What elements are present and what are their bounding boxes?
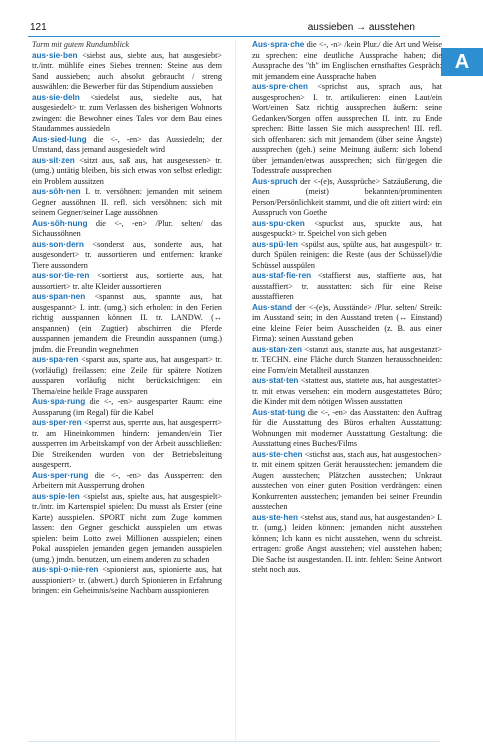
dictionary-entry — [32, 187, 222, 219]
left-column — [32, 40, 222, 740]
entry-headword[interactable]: aus·spu·cken — [252, 218, 305, 228]
entry-headword[interactable]: aus·sor·tie·ren — [32, 271, 90, 280]
dictionary-entry — [252, 376, 442, 408]
dictionary-entry — [252, 303, 442, 345]
dictionary-entry — [32, 471, 222, 492]
entry-definition: <spülst aus, spülte aus, hat ausgespült> tr. durch Spülen reinigen: die Reste (aus der Schüssel)/die Schüssel ausspülen — [252, 239, 442, 270]
entry-headword[interactable]: aus·stan·zen — [252, 344, 303, 354]
entry-headword[interactable]: aus·span·nen — [32, 292, 86, 301]
entry-definition: <sortierst aus, sortierte aus, hat aussortiert> tr. alte Kleider aussortieren — [32, 271, 222, 291]
entry-definition: <spuckst aus, spuckte aus, hat ausgespuckt> tr. Speichel von sich geben — [252, 218, 442, 238]
entry-definition: der <-(e)s, Aussprüche> Satzäußerung, die einen (meist) bekannten/prominenten Person/Persönlichkeit stammt, und die oft zitiert wird: ein Ausspruch von Goethe — [252, 176, 442, 217]
entry-headword[interactable]: aus·söh·nen — [32, 187, 81, 196]
entry-definition: <spannst aus, spannte aus, hat ausgespannt> I. intr. (umg.) sich erholen: in den Ferien richtig ausspannen können II. tr. LANDW. (↔ anspannen) (ein Zugtier) abschirren die Pferde ausspannen jemandem die Freundin ausspannen (umg.) jmdm. die Freundin wegnehmen — [32, 292, 222, 354]
entry-definition: <sprichst aus, sprach aus, hat ausgesprochen> I. tr. artikulieren: einen Laut/ein Wort/einen Satz richtig aussprechen äußern: seine Gedanken/Sorgen offen aussprechen II. intr. zu Ende sprechen: Bitte lassen Sie mich aussprechen! III. refl. sich offenbaren: sich mit jemandem (über seine Ängste) aussprechen (geh.) seine Meinung äußern: sich lobend über jemanden/etwas aussprechen; sich für/gegen die Todesstrafe aussprechen — [252, 82, 442, 175]
dictionary-entry — [252, 408, 442, 450]
entry-headword[interactable]: aus·spie·len — [32, 491, 80, 501]
entry-headword[interactable]: Aus·stat·tung — [252, 407, 306, 417]
entry-headword[interactable]: aus·sie·ben — [32, 50, 78, 60]
dictionary-entry — [32, 135, 222, 156]
letter-tab[interactable]: A — [441, 48, 483, 76]
entry-headword[interactable]: Aus·spra·che — [252, 40, 305, 49]
entry-definition: die <-, -en> das Aussperren: den Arbeitern mit Aussperrung drohen — [32, 470, 222, 490]
entry-headword[interactable]: Aus·sied·lung — [32, 134, 87, 144]
entry-headword[interactable]: aus·spa·ren — [32, 355, 79, 364]
dictionary-entry — [252, 177, 442, 219]
entry-headword[interactable]: Aus·sper·rung — [32, 470, 89, 480]
entry-headword[interactable]: aus·staf·fie·ren — [252, 271, 312, 280]
dictionary-entry — [252, 450, 442, 513]
entry-headword[interactable]: aus·son·dern — [32, 239, 84, 249]
dictionary-entry — [32, 418, 222, 471]
dictionary-entry — [32, 492, 222, 566]
dictionary-entry — [252, 240, 442, 272]
dictionary-entry — [32, 40, 222, 51]
column-divider — [235, 40, 236, 740]
entry-definition: die <-, -en> /Plur. selten/ das Sichaussöhnen — [32, 218, 222, 238]
dictionary-entry — [32, 240, 222, 272]
entry-definition: die <-, -en> das Aussiedeln; der Umstand, dass jemand ausgesiedelt wird — [32, 134, 222, 154]
entry-definition: <stehst aus, stand aus, hat ausgestanden> I. tr. (umg.) leiden können: jemanden nicht ausstehen können; Ich kann es nicht ausstehen, wenn du schreist. ertragen: große Angst ausstehen; viel ausstehen haben; Die Sache ist ausgestanden. II. intr. fehlen: Seine Antwort steht noch aus. — [252, 512, 442, 574]
entry-definition: die <-, -en> ausgesparter Raum: eine Aussparung (im Regal) für die Kabel — [32, 397, 222, 417]
entry-headword[interactable]: Aus·spa·rung — [32, 397, 86, 406]
entry-headword[interactable]: aus·spi·o·nie·ren — [32, 565, 99, 574]
page-header — [0, 0, 483, 36]
dictionary-entry — [32, 397, 222, 418]
entry-headword[interactable]: aus·ste·hen — [252, 512, 298, 522]
entry-definition: <sonderst aus, sonderte aus, hat ausgesondert> tr. aussortieren und entfernen: kranke Tiere aussondern — [32, 239, 222, 270]
entry-definition: die <-, -en> das Ausstatten: den Auftrag für die Ausstattung des Büros erhalten Ausstattung: Wohnungen mit moderner Ausstattung Gestaltung: die Ausstattung eines Buches/Films — [252, 407, 442, 448]
dictionary-entry — [32, 219, 222, 240]
footer-rule — [28, 741, 440, 742]
dictionary-entry — [252, 40, 442, 82]
header-rule — [28, 36, 440, 37]
entry-headword[interactable]: Aus·söh·nung — [32, 218, 88, 228]
entry-headword[interactable]: aus·stat·ten — [252, 376, 299, 385]
dictionary-entry — [32, 156, 222, 188]
page-number: 121 — [30, 22, 47, 33]
entry-definition: die <-, -n> /kein Plur./ die Art und Weise zu sprechen: eine deutliche Aussprache haben; die Aussprache des "th" im Englischen ernsthaftes Gespräch: mit jemandem eine Aussprache haben — [252, 40, 442, 81]
dictionary-entry — [252, 513, 442, 576]
entry-headword[interactable]: aus·sie·deln — [32, 92, 80, 102]
entry-definition: <spionierst aus, spionierte aus, hat ausspioniert> tr. (abwert.) durch Spionieren in Erfahrung bringen: ein Geheimnis/seine Nachbarn ausspionieren — [32, 565, 222, 595]
entry-headword[interactable]: Aus·stand — [252, 302, 293, 312]
entry-headword[interactable]: Aus·spruch — [252, 176, 298, 186]
entry-headword[interactable]: aus·spü·len — [252, 239, 298, 249]
dictionary-entry — [32, 565, 222, 597]
entry-definition: I. tr. versöhnen: jemanden mit seinem Gegner aussöhnen II. refl. sich versöhnen: sich mit seinem Gegner/seiner Lage aussöhnen — [32, 187, 222, 217]
entry-definition: <staffierst aus, staffierte aus, hat ausstaffiert> tr. ausstatten: sich für eine Reise ausstaffieren — [252, 271, 442, 301]
dictionary-entry — [252, 345, 442, 377]
dictionary-entry — [252, 219, 442, 240]
entry-definition: Turm mit gutem Rundumblick — [32, 40, 130, 49]
entry-definition: <spielst aus, spielte aus, hat ausgespielt> tr./intr. im Kartenspiel spielen: Du musst als Erster (eine Karte) ausspielen. SPORT nicht zum Zuge kommen lassen: den Gegner geschickt ausspielen um etwas spielen: beim Lotto zwei Millionen ausspielen; einen Pokal ausspielen jemanden gegen jemanden ausspielen (umg.) jmdn. benutzen, um einem anderen zu schaden — [32, 491, 222, 564]
entry-headword[interactable]: aus·spre·chen — [252, 82, 308, 91]
entry-definition: der <-(e)s, Ausstände> /Plur. selten/ Streik: im Ausstand sein; in den Ausstand treten (↔ Einstand) eine kleine Feier beim Ausscheiden (z. B. aus einer Firma): seinen Ausstand geben — [252, 302, 442, 343]
entry-headword[interactable]: aus·sit·zen — [32, 155, 75, 165]
entry-definition: <stichst aus, stach aus, hat ausgestochen> tr. mit einem spitzen Gerät herausstechen: jemandem die Augen ausstechen; Plätzchen ausstechen; Unkraut ausstechen von einer guten Position verdrängen: einen Konkurrenten ausstechen; jemanden bei seiner Freundin ausstechen — [252, 449, 442, 511]
entry-definition: <siebst aus, siebte aus, hat ausgesiebt> tr./intr. mühlife eines Siebes trennen: Steine aus dem Sand aussieben; auch absolut gebraucht / streng auswählen: die Bewerber für das Stipendium aussieben — [32, 50, 222, 91]
dictionary-entry — [32, 271, 222, 292]
entry-definition: <sperrst aus, sperrte aus, hat ausgesperrt> tr. am Hineinkommen hindern: jemanden/ein Tier aussperren im Arbeitskampf von der Arbeit ausschließen: Die Streikenden wurden von der Betriebsleitung ausgesperrt. — [32, 418, 222, 469]
dictionary-entry — [252, 271, 442, 303]
entry-headword[interactable]: aus·sper·ren — [32, 418, 82, 427]
entry-headword[interactable]: aus·ste·chen — [252, 449, 303, 459]
entry-definition: <stanzt aus, stanzte aus, hat ausgestanzt> tr. TECHN. eine Fläche durch Stanzen herausschneiden: eine Form/ein Metallteil ausstanzen — [252, 344, 442, 375]
dictionary-entry — [32, 292, 222, 355]
entry-definition: <sitzt aus, saß aus, hat ausgesessen> tr. (umg.) untätig bleiben, bis sich etwas von selbst erledigt: ein Problem aussitzen — [32, 155, 222, 186]
dictionary-entry — [32, 355, 222, 397]
entry-definition: <siedelst aus, siedelte aus, hat ausgesiedelt> tr. zum Verlassen des bisherigen Wohnorts zwingen: die Bewohner eines Tales vor dem Bau eines Staudammes aussiedeln — [32, 92, 222, 133]
dictionary-entry — [252, 82, 442, 177]
dictionary-entry — [32, 93, 222, 135]
entry-definition: <sparst aus, sparte aus, hat ausgespart> tr. (vorläufig) freilassen: eine Zeile für spätere Notizen aussparen vorläufig nicht berücksichtigen: ein Thema/eine heikle Frage aussparen — [32, 355, 222, 396]
right-column — [252, 40, 442, 740]
guide-words: aussieben → ausstehen — [307, 22, 415, 33]
dictionary-entry — [32, 51, 222, 93]
entry-definition: <stattest aus, stattete aus, hat ausgestattet> tr. mit etwas versehen: ein modern ausgestattetes Büro; die Kinder mit dem nötigen Wissen ausstatten — [252, 376, 442, 406]
